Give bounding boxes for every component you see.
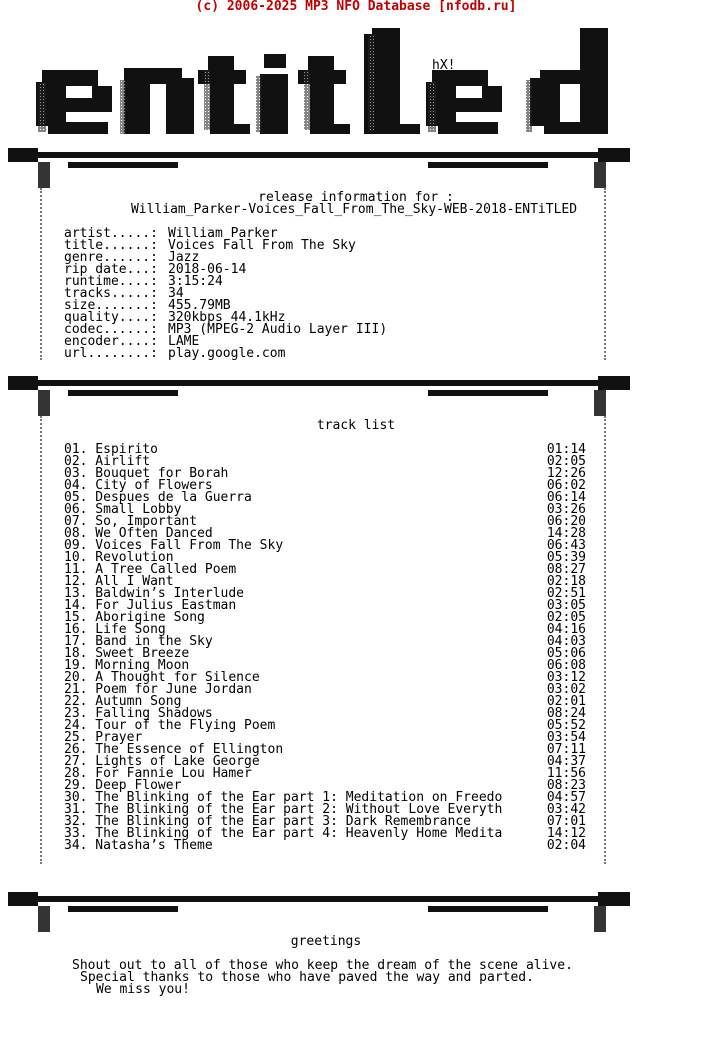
release-field-key: url........: bbox=[64, 346, 158, 361]
track-duration: 06:08 bbox=[546, 658, 586, 673]
greetings-line: We miss you! bbox=[96, 982, 190, 997]
track-title: 02. Airlift bbox=[64, 454, 151, 469]
track-duration: 03:12 bbox=[546, 670, 586, 685]
track-title: 11. A Tree Called Poem bbox=[64, 562, 237, 577]
track-duration: 03:02 bbox=[546, 682, 586, 697]
track-duration: 11:56 bbox=[546, 766, 586, 781]
track-duration: 03:05 bbox=[546, 598, 586, 613]
track-duration: 12:26 bbox=[546, 466, 586, 481]
track-title: 26. The Essence of Ellington bbox=[64, 742, 284, 757]
release-field-key: tracks.....: bbox=[64, 286, 158, 301]
track-title: 05. Despues de la Guerra bbox=[64, 490, 252, 505]
release-field-key: quality....: bbox=[64, 310, 158, 325]
release-field-key: encoder....: bbox=[64, 334, 158, 349]
box-top-border bbox=[8, 148, 630, 188]
track-title: 15. Aborigine Song bbox=[64, 610, 205, 625]
track-title: 25. Prayer bbox=[64, 730, 143, 745]
track-duration: 02:05 bbox=[546, 454, 586, 469]
track-row bbox=[64, 720, 586, 732]
release-field-key: genre......: bbox=[64, 250, 158, 265]
release-field-key: title......: bbox=[64, 238, 158, 253]
track-title: 24. Tour of the Flying Poem bbox=[64, 718, 276, 733]
track-title: 04. City of Flowers bbox=[64, 478, 213, 493]
release-field-key: artist.....: bbox=[64, 226, 158, 241]
track-title: 34. Natasha’s Theme bbox=[64, 838, 213, 853]
track-title: 14. For Julius Eastman bbox=[64, 598, 237, 613]
nfodb-header-link[interactable]: (c) 2006-2025 MP3 NFO Database [nfodb.ru] bbox=[195, 0, 517, 14]
track-title: 16. Life Song bbox=[64, 622, 166, 637]
box-top-border bbox=[8, 376, 630, 416]
track-duration: 02:51 bbox=[546, 586, 586, 601]
track-title: 27. Lights of Lake George bbox=[64, 754, 260, 769]
track-duration: 01:14 bbox=[546, 442, 586, 457]
track-duration: 04:03 bbox=[546, 634, 586, 649]
track-duration: 04:57 bbox=[546, 790, 586, 805]
track-title: 10. Revolution bbox=[64, 550, 174, 565]
track-title: 13. Baldwin’s Interlude bbox=[64, 586, 245, 601]
track-title: 21. Poem for June Jordan bbox=[64, 682, 252, 697]
release-field-value: William Parker bbox=[168, 226, 278, 241]
release-heading: release information for : bbox=[258, 190, 454, 205]
track-title: 29. Deep Flower bbox=[64, 778, 182, 793]
track-duration: 02:18 bbox=[546, 574, 586, 589]
track-duration: 02:01 bbox=[546, 694, 586, 709]
track-duration: 14:28 bbox=[546, 526, 586, 541]
tracklist-heading: track list bbox=[316, 418, 396, 433]
release-field-value: 3:15:24 bbox=[168, 274, 223, 289]
release-field-key: codec......: bbox=[64, 322, 158, 337]
track-title: 30. The Blinking of the Ear part 1: Meditation on Freedo bbox=[64, 790, 503, 805]
release-field-value: 2018-06-14 bbox=[168, 262, 247, 277]
track-title: 31. The Blinking of the Ear part 2: Without Love Everyth bbox=[64, 802, 503, 817]
track-duration: 02:05 bbox=[546, 610, 586, 625]
release-field-value: 455.79MB bbox=[168, 298, 231, 313]
track-duration: 05:06 bbox=[546, 646, 586, 661]
track-duration: 07:11 bbox=[546, 742, 586, 757]
track-duration: 03:54 bbox=[546, 730, 586, 745]
track-duration: 04:16 bbox=[546, 622, 586, 637]
track-duration: 06:14 bbox=[546, 490, 586, 505]
release-field-value: 34 bbox=[168, 286, 184, 301]
track-title: 20. A Thought for Silence bbox=[64, 670, 260, 685]
logo-group-name bbox=[498, 60, 503, 72]
box-top-border bbox=[8, 892, 630, 932]
track-title: 03. Bouquet for Borah bbox=[64, 466, 229, 481]
track-duration: 07:01 bbox=[546, 814, 586, 829]
track-title: 18. Sweet Breeze bbox=[64, 646, 190, 661]
track-duration: 06:02 bbox=[546, 478, 586, 493]
track-duration: 08:24 bbox=[546, 706, 586, 721]
release-field-value: 320kbps 44.1kHz bbox=[168, 310, 286, 325]
track-duration: 06:43 bbox=[546, 538, 586, 553]
track-title: 33. The Blinking of the Ear part 4: Heavenly Home Medita bbox=[64, 826, 503, 841]
track-title: 09. Voices Fall From The Sky bbox=[64, 538, 284, 553]
track-title: 07. So, Important bbox=[64, 514, 198, 529]
track-duration: 04:37 bbox=[546, 754, 586, 769]
track-duration: 03:42 bbox=[546, 802, 586, 817]
greetings-line: Shout out to all of those who keep the dream of the scene alive. bbox=[72, 958, 573, 973]
track-title: 08. We Often Danced bbox=[64, 526, 213, 541]
release-field-value: Voices Fall From The Sky bbox=[168, 238, 356, 253]
track-title: 19. Morning Moon bbox=[64, 658, 190, 673]
track-duration: 08:23 bbox=[546, 778, 586, 793]
release-field-key: runtime....: bbox=[64, 274, 158, 289]
track-duration: 08:27 bbox=[546, 562, 586, 577]
release-field-key: rip date...: bbox=[64, 262, 158, 277]
track-duration: 06:20 bbox=[546, 514, 586, 529]
release-field-key: size.......: bbox=[64, 298, 158, 313]
release-field-value[interactable]: play.google.com bbox=[168, 346, 286, 361]
track-title: 06. Small Lobby bbox=[64, 502, 182, 517]
greetings-line: Special thanks to those who have paved the way and parted. bbox=[80, 970, 534, 985]
track-title: 28. For Fannie Lou Hamer bbox=[64, 766, 252, 781]
track-title: 23. Falling Shadows bbox=[64, 706, 213, 721]
track-title: 01. Espirito bbox=[64, 442, 158, 457]
track-duration: 02:04 bbox=[546, 838, 586, 853]
track-row bbox=[64, 840, 586, 852]
track-duration: 05:52 bbox=[546, 718, 586, 733]
release-field-value: MP3 (MPEG-2 Audio Layer III) bbox=[168, 322, 388, 337]
track-title: 12. All I Want bbox=[64, 574, 174, 589]
release-field-value: LAME bbox=[168, 334, 200, 349]
release-field-row bbox=[64, 346, 286, 361]
logo-tag: hX! bbox=[432, 58, 456, 73]
track-title: 32. The Blinking of the Ear part 3: Dark Remembrance bbox=[64, 814, 471, 829]
track-title: 22. Autumn Song bbox=[64, 694, 182, 709]
release-field-value: Jazz bbox=[168, 250, 200, 265]
greetings-heading: greetings bbox=[290, 934, 362, 949]
track-duration: 05:39 bbox=[546, 550, 586, 565]
track-duration: 14:12 bbox=[546, 826, 586, 841]
entitled-logo bbox=[28, 24, 628, 140]
release-name: William_Parker-Voices_Fall_From_The_Sky-WEB-2018-ENTiTLED bbox=[130, 202, 578, 217]
track-duration: 03:26 bbox=[546, 502, 586, 517]
track-title: 17. Band in the Sky bbox=[64, 634, 213, 649]
